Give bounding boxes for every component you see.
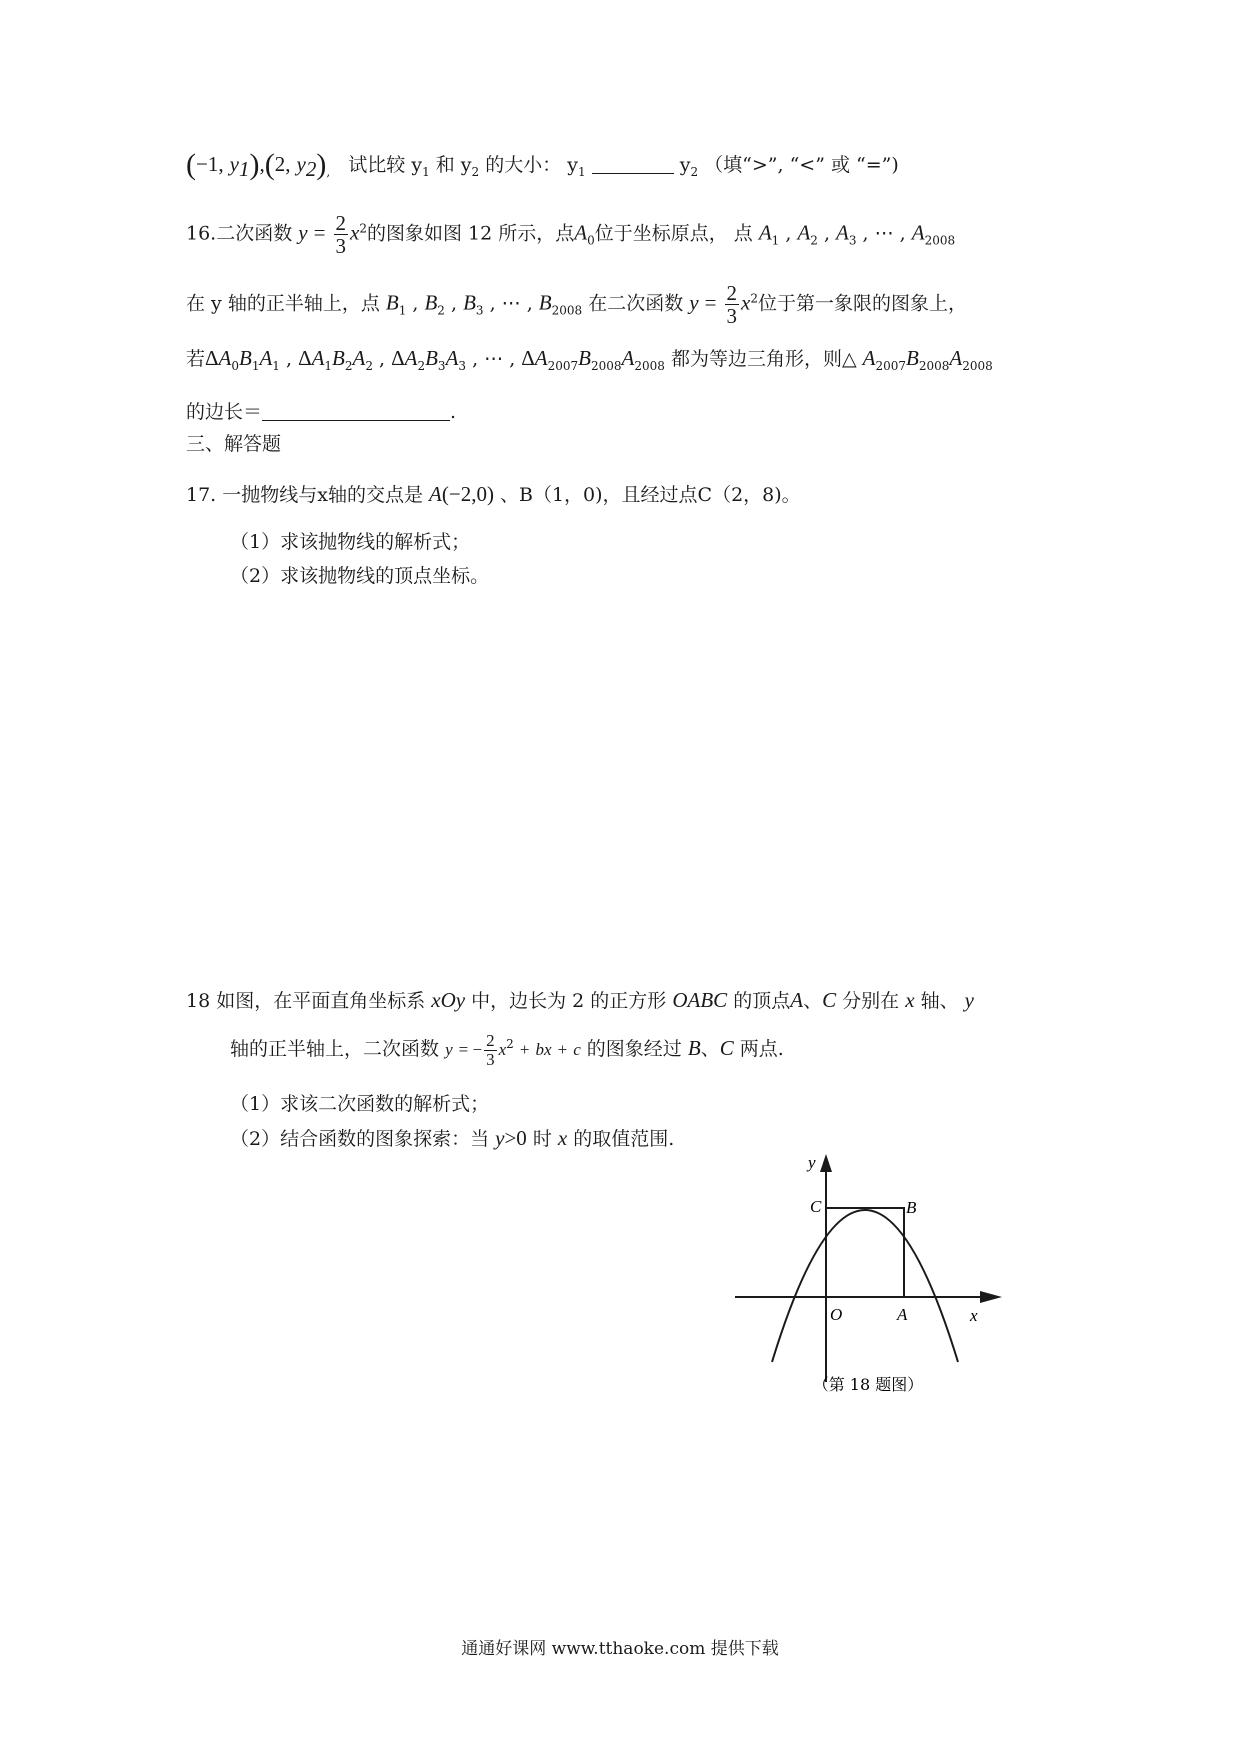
q16-number: 16.: [186, 222, 217, 245]
q16-l4-b: .: [450, 401, 457, 423]
q16-l4-a: 的边长＝: [186, 401, 263, 423]
q18-l2-c: 两点.: [739, 1038, 784, 1060]
x-axis-arrow: [980, 1291, 1002, 1303]
q15-size-text: 的大小： y: [485, 154, 579, 176]
parabola-curve: [772, 1210, 958, 1362]
q16-l2-a: 在 y 轴的正半轴上，点: [186, 292, 380, 315]
q16-line-1: 16.二次函数 y = $\frac{2}{3}$ $x^2$的图象如图 12 所示，点$A_0$位于坐标原点， 点 $A_1$ , $A_2$ , $A_3$ , ⋯ , $A_{2008}$: [186, 211, 956, 258]
q18-l2-b: 的图象经过: [586, 1038, 682, 1060]
fraction-two-thirds-3: $\frac{2}{3}$: [486, 1030, 495, 1069]
footer-text: 通通好课网 www.tthaoke.com 提供下载: [461, 1639, 779, 1659]
square-oabc: [826, 1208, 904, 1297]
label-b: B: [906, 1198, 917, 1217]
q17-line: 17. 一抛物线与x轴的交点是 A(−2,0) 、B（1，0)，且经过点C（2，8)。: [186, 482, 801, 506]
q18-line-2: 轴的正半轴上，二次函数 y = − $\frac{2}{3}$ $x^2$ + bx + c 的图象经过 B、C 两点.: [230, 1030, 784, 1069]
q16-line-2: 在 y 轴的正半轴上，点 $B_1$ , $B_2$ , $B_3$ , ⋯ , $B_{2008}$ 在二次函数 y = $\frac{2}{3}$ $x^2$位于第一象限的图象上，: [186, 281, 968, 328]
q18-p2-b: 时: [532, 1128, 552, 1150]
label-y: y: [808, 1153, 816, 1172]
q18-p2-c: 的取值范围.: [573, 1128, 675, 1150]
label-c: C: [810, 1197, 822, 1216]
fraction-two-thirds-2: $\frac{2}{3}$: [726, 281, 738, 328]
y-axis-arrow: [820, 1154, 832, 1172]
q15-line: (−1, $y_1),(2$, $y_2)_,$ 试比较 $y_1$ 和 $y_2$ 的大小： $y_1$ $y_2$ （填“>”, “<” 或 “=”): [186, 148, 899, 181]
q16-l3-a: 若: [186, 348, 206, 370]
q18-l2-a: 轴的正半轴上，二次函数: [230, 1038, 440, 1060]
q16-l1-c: 位于坐标原点， 点: [594, 222, 753, 245]
section-3-title: 三、解答题: [186, 433, 282, 455]
q18-a: 18 如图，在平面直角坐标系: [186, 990, 426, 1012]
q17-a: 17. 一抛物线与x轴的交点是: [186, 484, 423, 506]
q16-l1-b: 的图象如图 12 所示，点: [367, 222, 575, 245]
q18-p2-a: （2）结合函数的图象探索：当: [230, 1128, 490, 1150]
q16-answer-blank: [262, 402, 450, 421]
q16-line-3: 若$\Delta A_0B_1A_1$ , $\Delta A_1B_2A_2$ , $\Delta A_2B_3A_3$ , ⋯ , $\Delta A_{2007}B_{2008}A_{2008}$ 都为等边三角形，则△ $A_{2007}B_{2008}A_{2008}$: [186, 346, 993, 373]
q16-l2-b: 在二次函数: [588, 292, 684, 315]
q18-f: 轴、: [920, 990, 959, 1012]
q15-fill-hint: （填“>”, “<” 或 “=”): [704, 154, 899, 176]
q17-part-1: （1）求该抛物线的解析式；: [230, 531, 471, 553]
fraction-two-thirds: $\frac{2}{3}$: [335, 211, 347, 258]
q15-answer-blank: [592, 155, 674, 174]
q18-e: 分别在: [842, 990, 900, 1012]
q16-l2-c: 位于第一象限的图象上，: [758, 292, 968, 315]
q18-c: 的顶点: [733, 990, 791, 1012]
q18-part-1: （1）求该二次函数的解析式；: [230, 1093, 490, 1115]
figure-caption: （第 18 题图）: [812, 1375, 924, 1394]
label-a: A: [897, 1305, 908, 1324]
q18-part-2: （2）结合函数的图象探索：当 y>0 时 x 的取值范围.: [230, 1126, 675, 1150]
figure-18: [730, 1150, 1030, 1400]
q17-part-2: （2）求该抛物线的顶点坐标。: [230, 565, 490, 587]
q15-and-text: 和 y: [435, 154, 472, 176]
q18-b: 中，边长为 2 的正方形: [471, 990, 667, 1012]
q18-line-1: 18 如图，在平面直角坐标系 xOy 中，边长为 2 的正方形 OABC 的顶点A、C 分别在 x 轴、 y: [186, 988, 974, 1012]
q16-line-4: [186, 398, 456, 426]
q16-l3-b: 都为等边三角形，则△: [670, 348, 857, 370]
q17-b: 、B（1，0)，且经过点C（2，8)。: [500, 484, 801, 506]
q15-compare-text: 试比较 y: [348, 154, 423, 176]
label-x: x: [970, 1306, 978, 1325]
q16-l1-a: 二次函数: [216, 222, 293, 245]
label-o: O: [830, 1305, 843, 1324]
q18-d: 、: [803, 990, 823, 1012]
